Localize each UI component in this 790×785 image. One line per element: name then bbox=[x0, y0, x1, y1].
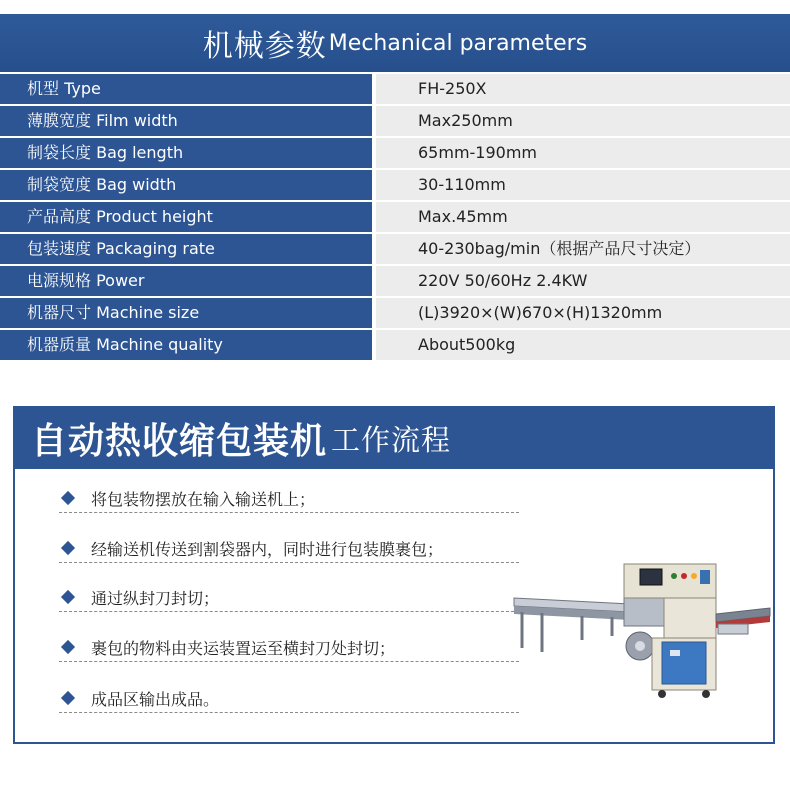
process-step bbox=[59, 684, 519, 713]
param-value: Max250mm bbox=[376, 106, 790, 136]
diamond-bullet-icon bbox=[61, 691, 75, 705]
param-table bbox=[0, 74, 790, 362]
param-row bbox=[0, 298, 790, 328]
diamond-bullet-icon bbox=[61, 590, 75, 604]
param-value: 220V 50/60Hz 2.4KW bbox=[376, 266, 790, 296]
param-value: Max.45mm bbox=[376, 202, 790, 232]
params-header bbox=[0, 14, 790, 72]
process-step bbox=[59, 633, 519, 662]
param-label: 电源规格 Power bbox=[0, 266, 372, 296]
step-text: 经输送机传送到割袋器内，同时进行包装膜裹包； bbox=[91, 539, 444, 559]
params-title-zh: 机械参数 bbox=[202, 29, 327, 64]
process-header bbox=[15, 408, 773, 469]
param-value: 30-110mm bbox=[376, 170, 790, 200]
step-text: 将包装物摆放在输入输送机上； bbox=[91, 489, 316, 509]
param-label: 薄膜宽度 Film width bbox=[0, 106, 372, 136]
process-subtitle: 工作流程 bbox=[331, 423, 452, 457]
param-label: 包装速度 Packaging rate bbox=[0, 234, 372, 264]
params-title-en: Mechanical parameters bbox=[328, 30, 588, 56]
diamond-bullet-icon bbox=[61, 541, 75, 555]
param-value: 65mm-190mm bbox=[376, 138, 790, 168]
param-value: 40-230bag/min（根据产品尺寸决定） bbox=[376, 234, 790, 264]
param-label: 制袋长度 Bag length bbox=[0, 138, 372, 168]
param-row bbox=[0, 138, 790, 168]
param-row bbox=[0, 234, 790, 264]
param-label: 制袋宽度 Bag width bbox=[0, 170, 372, 200]
step-text: 成品区输出成品。 bbox=[91, 689, 220, 709]
param-label: 机型 Type bbox=[0, 74, 372, 104]
param-label: 产品高度 Product height bbox=[0, 202, 372, 232]
param-label: 机器质量 Machine quality bbox=[0, 330, 372, 360]
process-title: 自动热收缩包装机 bbox=[31, 421, 328, 462]
step-text: 裹包的物料由夹运装置运至横封刀处封切； bbox=[91, 638, 396, 658]
param-row bbox=[0, 106, 790, 136]
process-step bbox=[59, 484, 519, 513]
param-value: FH-250X bbox=[376, 74, 790, 104]
param-row bbox=[0, 170, 790, 200]
param-row bbox=[0, 266, 790, 296]
param-value: About500kg bbox=[376, 330, 790, 360]
param-value: (L)3920×(W)670×(H)1320mm bbox=[376, 298, 790, 328]
param-row bbox=[0, 202, 790, 232]
param-label: 机器尺寸 Machine size bbox=[0, 298, 372, 328]
param-row bbox=[0, 330, 790, 360]
param-row bbox=[0, 74, 790, 104]
packaging-machine-image bbox=[512, 556, 772, 706]
process-step bbox=[59, 534, 519, 563]
diamond-bullet-icon bbox=[61, 640, 75, 654]
process-step bbox=[59, 583, 519, 612]
step-text: 通过纵封刀封切； bbox=[91, 588, 220, 608]
process-panel bbox=[13, 406, 775, 744]
diamond-bullet-icon bbox=[61, 491, 75, 505]
